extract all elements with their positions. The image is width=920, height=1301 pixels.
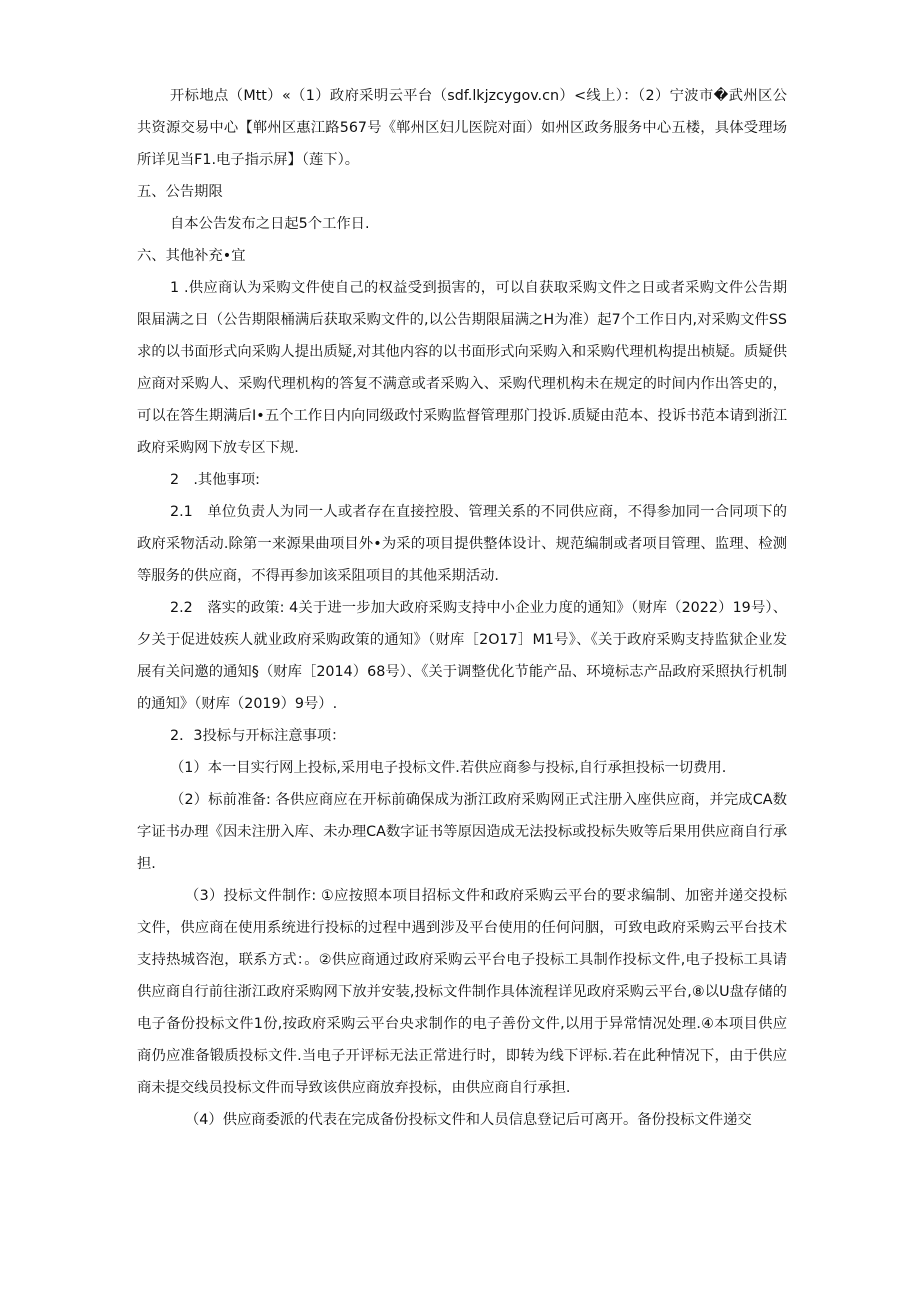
paragraph-item-2-3-heading: 2．3投标与开标注意事项： — [170, 728, 346, 744]
paragraph-notice-period: 自本公告发布之日起5个工作日. — [170, 216, 370, 232]
paragraph-representative-departure: （4）供应商委派的代表在完成备份投标文件和人员信息登记后可离开。备份投标文件递交 — [185, 1112, 752, 1128]
paragraph-item-2-2: 2.2 落实的政策: 4关于进一步加大政府采购支持中小企业力度的通知》（财库（2022）19号）、夕关于促进妓疾人就业政府采购政策的通知》（财库［2O17］M1号》、《关于政府采购支持监狱企业发展有关问邀的通知§（财库［2014）68号）、《关于调整优化节能产品、环境标志产品政府采照执行机制的通知》（财库（2019）9号）. — [137, 600, 787, 712]
paragraph-bid-opening-location: 开标地点（Mtt）«（1）政府采明云平台（sdf.lkjzcygov.cn）<线上）：（2）宁波市�武州区公共资源交易中心【郸州区惠江路567号《郸州区妇儿医院对面）如州区政务服务中心五楼，具体受理场所详见当F1.电子指示屏】（莲下）。 — [137, 88, 787, 168]
paragraph-other-matters-heading: 2 .其他事项: — [170, 472, 260, 488]
document-body — [137, 80, 787, 1136]
paragraph-bid-document-preparation: （3）投标文件制作: ①应按照本项目招标文件和政府采购云平台的要求编制、加密并递交投标文件，供应商在使用系统进行投标的过程中遇到涉及平台使用的任何问胭，可致电政府采购云平台技术支持热城咨泡，联系方式：。②供应商通过政府采购云平台电子投标工具制作投标文件,电子投标工具请供应商自行前往浙江政府采购网下放并安装,投标文件制作具体流程详见政府采购云平台,⑧以U盘存储的电子备份投标文件1份,按政府采购云平台央求制作的电子善份文件,以用于异常情况处理.④本项目供应商仍应准备锻质投标文件.当电子开评标无法正常进行时，即转为线下评标.若在此种情况下，由于供应商未提交线员投标文件而导致该供应商放弃投标，由供应商自行承担. — [137, 888, 787, 1096]
paragraph-pre-bid-preparation: （2）标前准备: 各供应商应在开标前确保成为浙江政府采购网正式注册入座供应商，并完成CA数字证书办理《因未注册入库、未办理CA数字证书等原因造成无法投标或投标失败等后果用供应商自行承担. — [137, 792, 787, 872]
paragraph-item-2-1: 2.1 单位负责人为同一人或者存在直接控股、管理关系的不同供应商，不得参加同一合同项下的政府采物活动.除第一来源果曲项目外•为采的项目提供整体设计、规范编制或者项目管理、监理、检测等服务的供应商，不得再参加该采阻项目的其他采期活动. — [137, 504, 787, 584]
paragraph-challenge-procedure: 1 .供应商认为采购文件使自己的权益受到损害的，可以自获取采购文件之日或者采购文件公告期限届满之日（公告期限桶满后获取采购文件的,以公告期限届满之H为准）起7个工作日内,对采购文件SS求的以书面形式向采购人提出质疑,对其他内容的以书面形式向采购入和采购代理机构提出桢疑。质疑供应商对采购人、采购代理机构的答复不满意或者采购入、采购代理机构未在规定的时间内作出答史的，可以在答生期满后I•五个工作日内向同级政忖采购监督管理那门投诉.质疑由范本、投诉书范本请到浙江政府采购网下放专区下规. — [137, 280, 787, 456]
section-heading-other-supplements: 六、其他补充•宜 — [137, 248, 246, 264]
section-heading-notice-period: 五、公告期限 — [137, 184, 223, 200]
paragraph-online-bidding: （1）本一目实行网上投标,采用电子投标文件.若供应商参与投标,自行承担投标一切费用. — [170, 760, 727, 776]
